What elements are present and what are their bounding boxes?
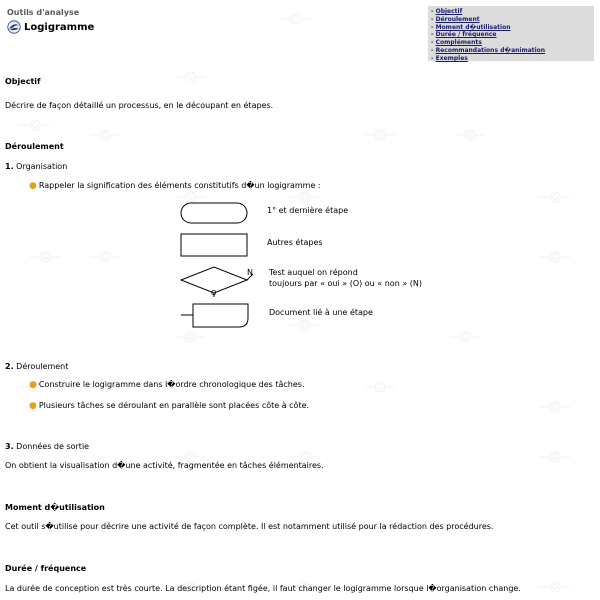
heading-moment: Moment d�utilisation bbox=[5, 503, 105, 512]
step3-text: On obtient la visualisation d�une activité, fragmentée en tâches élémentaires. bbox=[5, 461, 324, 470]
legend-decision-line2: toujours par « oui » (O) ou « non » (N) bbox=[269, 279, 422, 288]
step-label: Déroulement bbox=[16, 362, 69, 371]
nav-link-objectif[interactable]: Objectif bbox=[435, 8, 463, 15]
nav-link-complements[interactable]: Compléments bbox=[435, 39, 482, 47]
objectif-text: Décrire de façon détaillé un processus, en le découpant en étapes. bbox=[5, 101, 274, 110]
step-number: 2. bbox=[5, 362, 14, 371]
bullet-text: Plusieurs tâches se déroulant en parallèle sont placées côte à côte. bbox=[38, 401, 310, 410]
process-shape bbox=[181, 234, 247, 256]
page-title: Logigramme bbox=[24, 21, 95, 33]
step-label: Organisation bbox=[16, 162, 68, 171]
nav-link-deroulement[interactable]: Déroulement bbox=[435, 15, 480, 23]
heading-deroulement: Déroulement bbox=[5, 142, 64, 151]
bullet-item bbox=[29, 401, 309, 411]
heading-duree: Durée / fréquence bbox=[5, 564, 87, 573]
legend-decision-n: N bbox=[247, 268, 253, 277]
bullet-text: Rappeler la signification des éléments constitutifs d�un logigramme : bbox=[38, 181, 321, 190]
watermark-logo-icon bbox=[540, 580, 570, 594]
section-label: Outils d'analyse bbox=[7, 8, 80, 17]
nav-item-moment: - Moment d�utilisation bbox=[431, 23, 511, 31]
bullet-icon: ● bbox=[29, 181, 37, 191]
nav-item-complements: - Compléments bbox=[431, 39, 482, 47]
terminal-shape bbox=[181, 203, 247, 223]
flowchart-legend bbox=[5, 0, 595, 340]
legend-decision-line1: Test auquel on répond bbox=[269, 268, 358, 277]
step-number: 1. bbox=[5, 162, 14, 171]
step-donnees-sortie bbox=[5, 442, 89, 451]
step-deroulement bbox=[5, 362, 68, 371]
legend-process: Autres étapes bbox=[267, 238, 323, 247]
step-label: Données de sortie bbox=[16, 442, 90, 451]
nav-item-recommandations: - Recommandations d�animation bbox=[431, 46, 546, 54]
nav-link-recommandations[interactable]: Recommandations d�animation bbox=[435, 46, 546, 54]
moment-text: Cet outil s�utilise pour décrire une activité de façon complète. Il est notamment utilisé pour la rédaction des procédures. bbox=[5, 522, 494, 531]
document-shape bbox=[193, 304, 248, 327]
watermark-logo-icon bbox=[540, 450, 570, 464]
heading-objectif: Objectif bbox=[5, 77, 41, 86]
legend-decision-o: O bbox=[211, 289, 217, 297]
bullet-item bbox=[29, 380, 305, 390]
nav-link-moment[interactable]: Moment d�utilisation bbox=[435, 23, 511, 31]
nav-item-objectif: - Objectif bbox=[431, 8, 463, 15]
watermark-logo-icon bbox=[365, 380, 395, 394]
nav-item-deroulement: - Déroulement bbox=[431, 15, 480, 23]
legend-document: Document lié à une étape bbox=[269, 308, 373, 317]
legend-terminal: 1° et dernière étape bbox=[267, 206, 349, 215]
bullet-text: Construire le logigramme dans l�ordre chronologique des tâches. bbox=[38, 380, 305, 389]
bullet-icon: ● bbox=[29, 380, 37, 390]
duree-text: La durée de conception est très courte. La description étant figée, il faut changer le logigramme lorsque l�organisation change. bbox=[5, 584, 521, 593]
nav-item-exemples: - Exemples bbox=[431, 54, 468, 62]
nav-link-exemples[interactable]: Exemples bbox=[435, 54, 468, 62]
step-number: 3. bbox=[5, 442, 14, 451]
nav-item-duree: - Durée / fréquence bbox=[431, 31, 497, 39]
nav-link-duree[interactable]: Durée / fréquence bbox=[435, 31, 497, 39]
bullet-icon: ● bbox=[29, 401, 37, 411]
watermark-logo-icon bbox=[540, 400, 570, 414]
